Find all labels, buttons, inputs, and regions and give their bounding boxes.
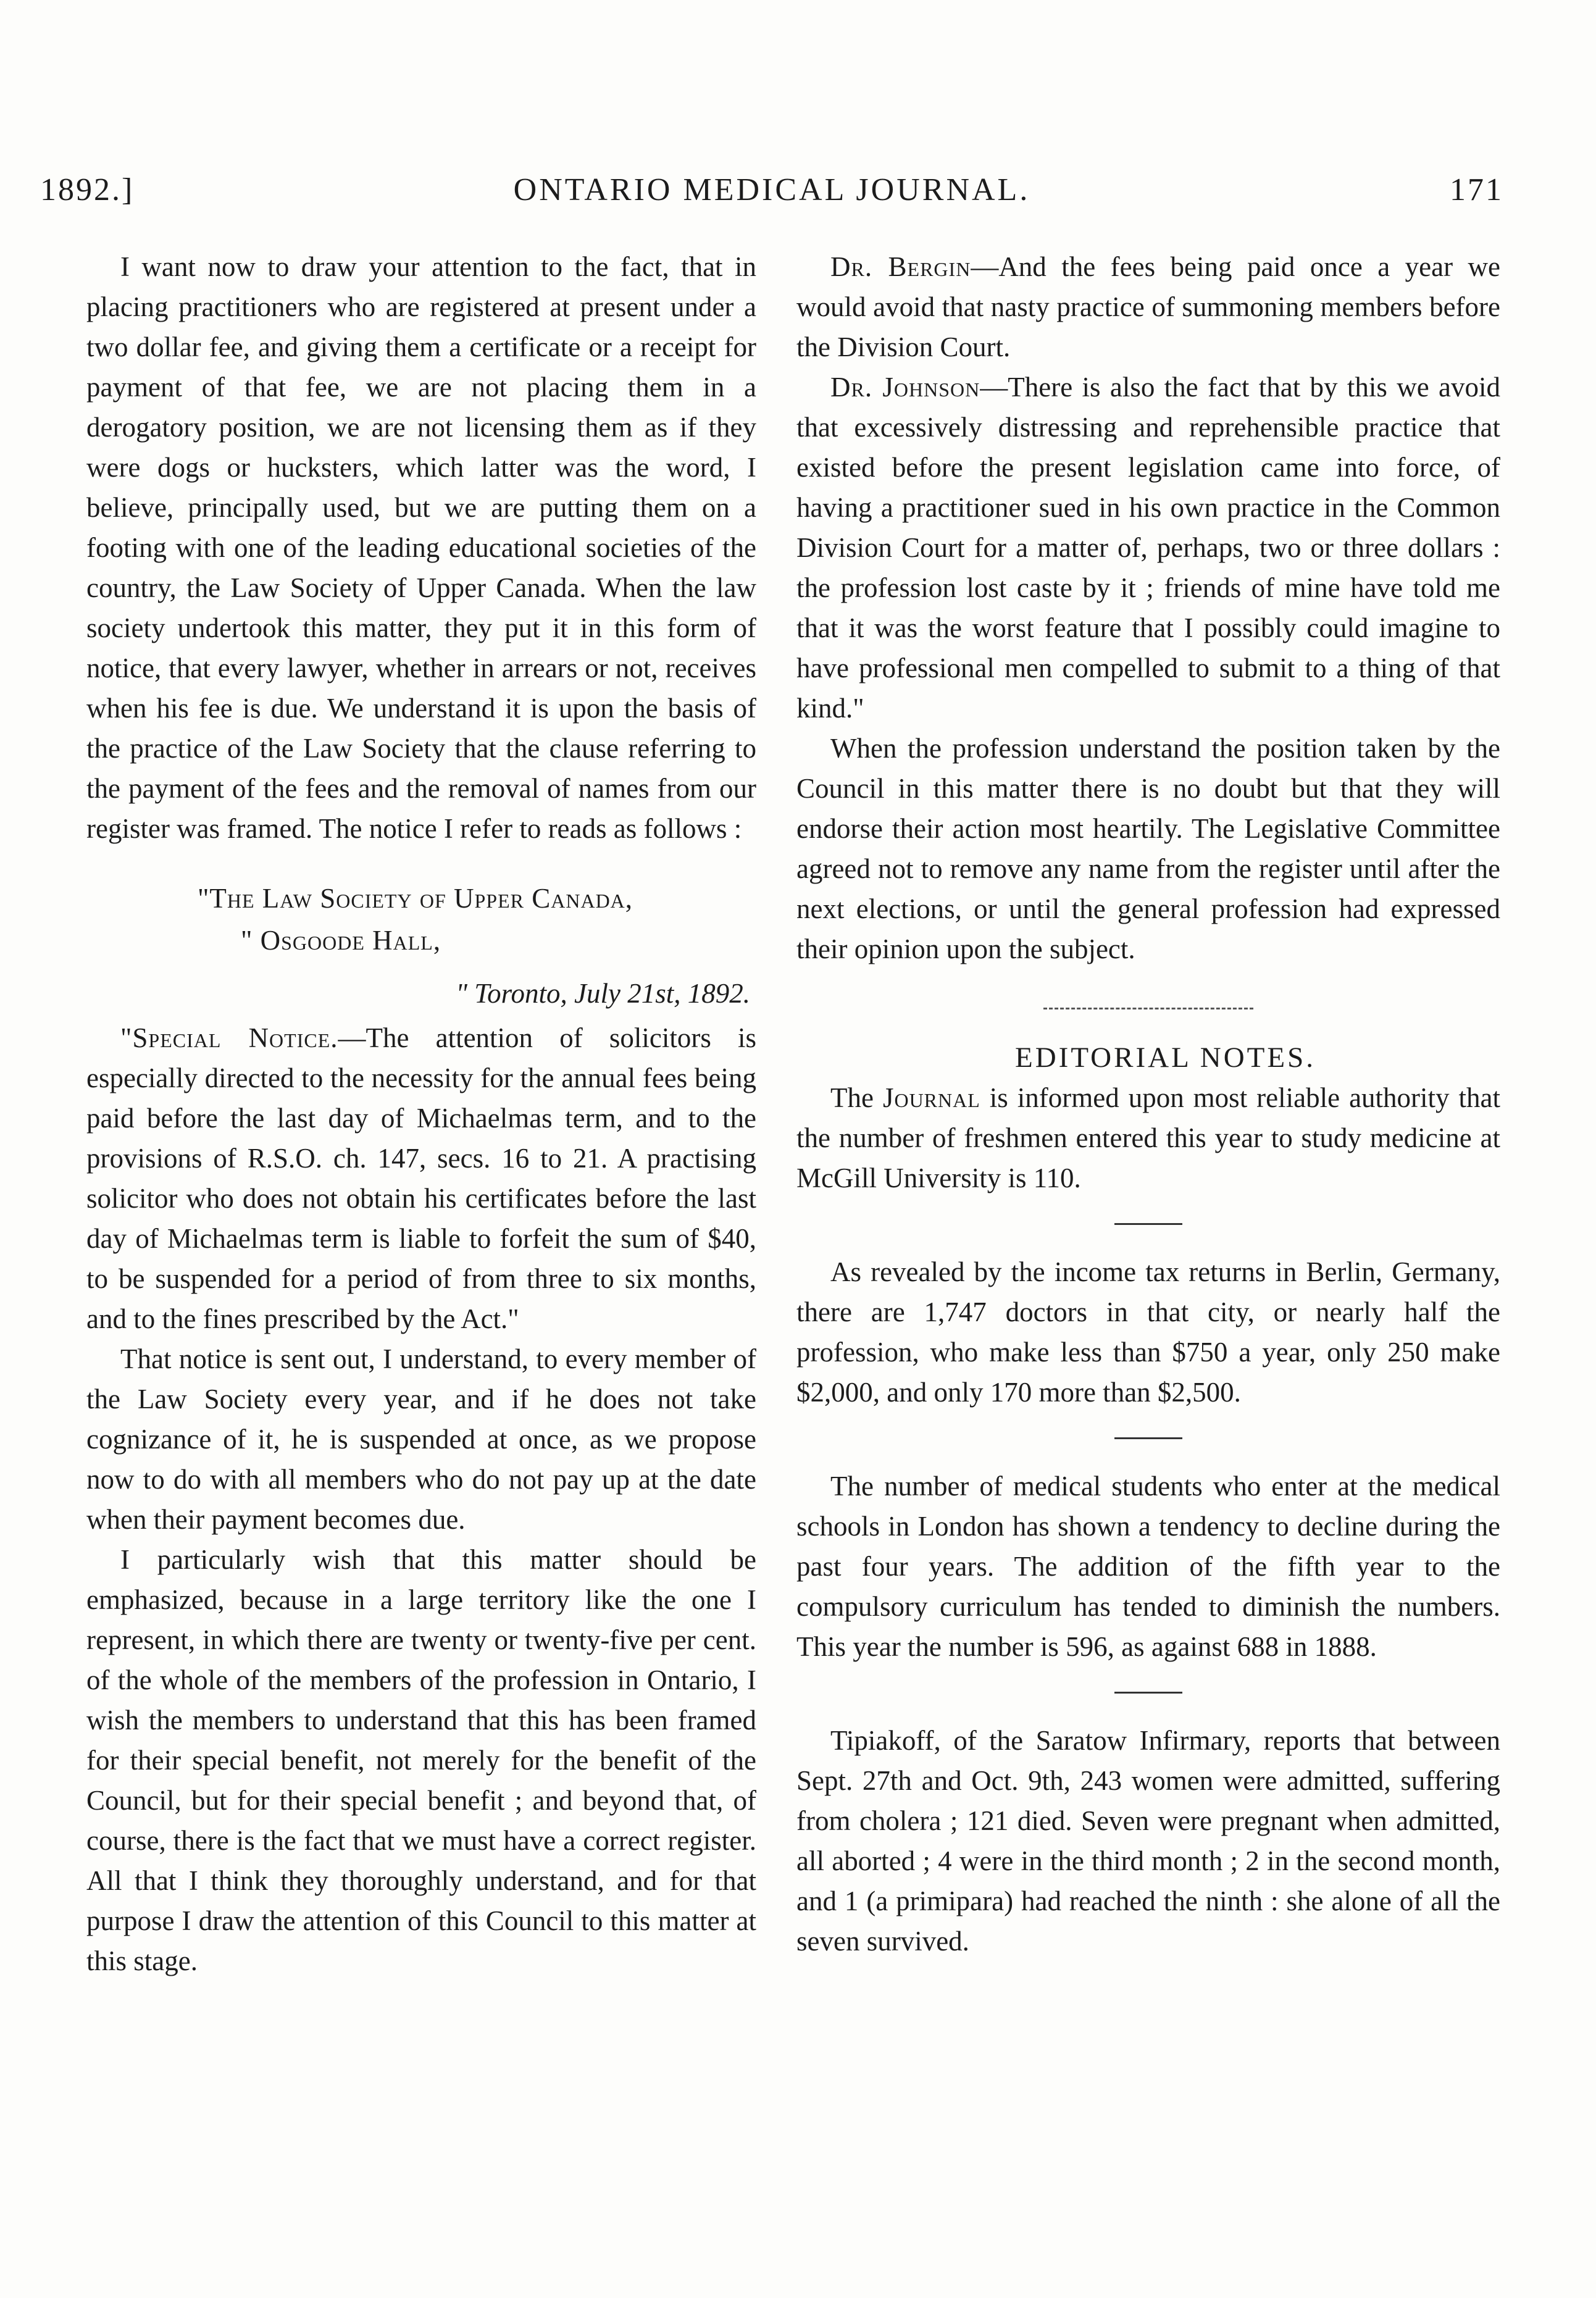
note-divider (1114, 1223, 1182, 1225)
note-london: The number of medical students who enter at the medical schools in London has shown a tendency to decline during the past four years. The addition of the fifth year to the compulsory curriculum has tended to diminish the numbers. This year the number is 596, as against 688 in 1888. (796, 1471, 1500, 1662)
paragraph-attention: I want now to draw your attention to the fact, that in placing practitioners who are registered at present under a two dollar fee, and giving them a certificate or a receipt for payment of that fee, we are not placing them in a derogatory position, we are not licensing them as if they were dogs or hucksters, which latter was the word, I believe, principally used, but we are putting them on a footing with one of the leading educational societies of the country, the Law Society of Upper Canada. When the law society undertook this matter, they put it in this form of notice, that every lawyer, whether in arrears or not, receives when his fee is due. We understand it is upon the basis of the practice of the Law Society that the clause referring to the payment of the fees and the removal of names from our register was framed. The notice I refer to reads as follows : (86, 251, 756, 844)
note-divider (1114, 1437, 1182, 1439)
editorial-notes-title: EDITORIAL NOTES. (1015, 1042, 1316, 1074)
running-header (40, 172, 1503, 215)
note1-prefix: The (830, 1082, 883, 1113)
left-column (86, 247, 756, 1981)
note-saratow: Tipiakoff, of the Saratow Infirmary, reports that between Sept. 27th and Oct. 9th, 243 women were admitted, suffering from cholera ; 121 died. Seven were pregnant when admitted, all aborted ; 4 were in the third month ; 2 in the second month, and 1 (a primipara) had reached the ninth : she alone of all the seven survived. (796, 1725, 1500, 1957)
notice-date-line: " Toronto, July 21st, 1892. (456, 978, 750, 1009)
bergin-text: —And the fees being paid once a year we would avoid that nasty practice of summoning members before the Division Court. (796, 251, 1500, 362)
right-column (796, 247, 1500, 1962)
note-mcgill (796, 1078, 1500, 1198)
special-notice-text: —The attention of solicitors is especially directed to the necessity for the annual fees being paid before the last day of Michaelmas term, and to the provisions of R.S.O. ch. 147, secs. 16 to 21. A practising solicitor who does not obtain his certificates before the last day of Michaelmas term is liable to forfeit the sum of $40, to be suspended for a period of from three to six months, and to the fines prescribed by the Act." (86, 1022, 756, 1334)
notice-heading (86, 877, 756, 1014)
notice-society-line: "The Law Society of Upper Canada, (198, 883, 633, 914)
paragraph-notice-sent: That notice is sent out, I understand, to every member of the Law Society every year, and if he does not take cognizance of it, he is suspended at once, as we propose now to do with all members who do not pay up at the date when their payment becomes due. (86, 1343, 756, 1535)
page-number: 171 (1450, 172, 1503, 207)
note1-text: is informed upon most reliable authority that the number of freshmen entered this year to study medicine at McGill University is 110. (796, 1082, 1500, 1193)
paragraph-special-notice (86, 1018, 756, 1339)
journal-title: ONTARIO MEDICAL JOURNAL. (513, 172, 1030, 207)
section-divider (1043, 1008, 1253, 1009)
note-berlin: As revealed by the income tax returns in Berlin, Germany, there are 1,747 doctors in that city, or nearly half the profession, who make less than $750 a year, only 250 make $2,000, and only 170 more than $2,500. (796, 1256, 1500, 1408)
notice-hall-line: " Osgoode Hall, (241, 925, 441, 956)
paragraph-emphasized: I particularly wish that this matter should be emphasized, because in a large territory like the one I represent, in which there are twenty or twenty-five per cent. of the whole of the members of the profession in Ontario, I wish the members to understand that this has been framed for their special benefit, not merely for the benefit of the Council, but for their special benefit ; and beyond that, of course, there is the fact that we must have a correct register. All that I think they thoroughly understand, and for that purpose I draw the attention of this Council to this matter at this stage. (86, 1544, 756, 1976)
note-divider (1114, 1692, 1182, 1694)
speaker-johnson: Dr. Johnson (830, 372, 980, 403)
speaker-bergin: Dr. Bergin (830, 251, 971, 282)
special-notice-label: "Special Notice. (120, 1022, 338, 1053)
paragraph-johnson (796, 367, 1500, 729)
paragraph-bergin (796, 247, 1500, 367)
johnson-text: —There is also the fact that by this we avoid that excessively distressing and reprehensible practice that existed before the present legislation came into force, of having a practitioner sued in his own practice in the Common Division Court for a matter of, perhaps, two or three dollars : the profession lost caste by it ; friends of mine have told me that it was the worst feature that I possibly could imagine to have professional men compelled to submit to a thing of that kind." (796, 372, 1500, 724)
paragraph-position: When the profession understand the position taken by the Council in this matter there is no doubt but that they will endorse their action most heartily. The Legislative Committee agreed not to remove any name from the register until after the next elections, or until the general profession had expressed their opinion upon the subject. (796, 733, 1500, 964)
journal-word: Journal (882, 1082, 980, 1113)
header-year: 1892.] (40, 172, 135, 207)
